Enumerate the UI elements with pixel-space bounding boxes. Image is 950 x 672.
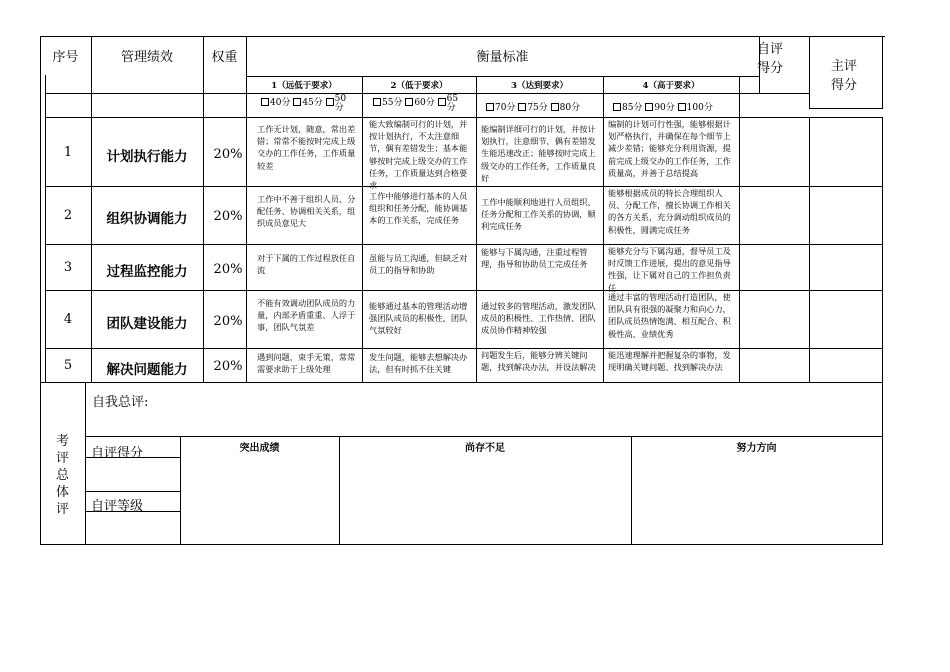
row-no: 2 bbox=[63, 208, 73, 223]
level-4-name: 4（高于要求） bbox=[642, 81, 700, 91]
option-label: 55分 bbox=[382, 98, 403, 108]
level-3-name: 3（达到要求） bbox=[511, 81, 568, 91]
row-weight: 20% bbox=[213, 262, 243, 277]
option-label: 45分 bbox=[302, 98, 323, 108]
level-4-options bbox=[613, 100, 713, 113]
option-label: 100分 bbox=[686, 103, 713, 113]
row-name: 解决问题能力 bbox=[106, 362, 188, 378]
row-l2: 发生问题，能够去想解决办法，但有时抓不住关键 bbox=[369, 352, 468, 375]
row-l1: 工作无计划，随意，常出差错；常常不能按时完成上级交办的工作任务，工作质量较差 bbox=[257, 124, 356, 171]
level-1-name: 1（远低于要求） bbox=[271, 81, 337, 91]
shortcomings-field[interactable] bbox=[340, 456, 630, 543]
header-lead-score: 主评得分 bbox=[830, 59, 857, 93]
row-name: 团队建设能力 bbox=[106, 316, 188, 332]
self-grade-label: 自评等级 bbox=[91, 499, 144, 514]
level-3-options bbox=[486, 100, 580, 113]
side-char: 评 bbox=[55, 451, 69, 466]
level-1-options bbox=[261, 95, 345, 113]
level-2-options bbox=[373, 95, 457, 113]
option-label: 80分 bbox=[559, 103, 581, 113]
self-summary-label: 自我总评: bbox=[92, 395, 149, 410]
checkbox-icon[interactable] bbox=[551, 103, 559, 111]
header-seq: 序号 bbox=[52, 50, 79, 65]
row-name: 组织协调能力 bbox=[106, 211, 188, 227]
row-no: 4 bbox=[63, 312, 73, 327]
row-l4: 编制的计划可行性强，能够根据计划严格执行，并确保在每个细节上减少差错；能够充分利用资源，提前完成上级交办的工作任务，工作质量高，并善于总结提高 bbox=[608, 119, 731, 178]
side-char: 考 bbox=[55, 434, 69, 449]
row-l1: 不能有效调动团队成员的力量，内部矛盾重重、人浮于事，团队气氛差 bbox=[257, 298, 356, 333]
checkbox-icon[interactable] bbox=[486, 103, 494, 111]
option-label: 75分 bbox=[527, 103, 548, 113]
row-l4: 能迅速理解并把握复杂的事物，发现明确关键问题、找到解决办法 bbox=[608, 350, 731, 373]
checkbox-icon[interactable] bbox=[518, 103, 526, 111]
option-label: 60分 bbox=[414, 98, 435, 108]
row-l3: 通过较多的管理活动，激发团队成员的积极性、工作热情、团队成员协作精神较强 bbox=[481, 301, 596, 336]
header-weight: 权重 bbox=[211, 50, 238, 65]
side-char: 总 bbox=[55, 468, 69, 483]
header-self-score: 自评得分 bbox=[756, 42, 783, 76]
checkbox-icon[interactable] bbox=[678, 103, 686, 111]
option-label: 70分 bbox=[495, 103, 516, 113]
row-l4: 能够充分与下属沟通，督导员工及时反馈工作进展，提出的意见指导性强，让下属对自己的工作担负责任 bbox=[608, 246, 731, 293]
row-no: 1 bbox=[63, 145, 73, 160]
row-l3: 工作中能顺利地进行人员组织、任务分配和工作关系的协调，顺利完成任务 bbox=[481, 197, 596, 232]
row-l3: 能编制详细可行的计划，并按计划执行，注意细节，偶有差错发生能迅速改正；能够按时完成上级交办的工作任务，工作质量良好 bbox=[481, 124, 596, 183]
row-l1: 工作中不善于组织人员、分配任务、协调相关关系，组织成员意见大 bbox=[257, 194, 356, 229]
checkbox-icon[interactable] bbox=[645, 103, 653, 111]
self-summary-field[interactable] bbox=[86, 410, 881, 435]
achievements-field[interactable] bbox=[181, 456, 338, 543]
checkbox-icon[interactable] bbox=[373, 98, 381, 106]
row-no: 5 bbox=[63, 358, 73, 373]
checkbox-icon[interactable] bbox=[438, 98, 446, 106]
row-name: 计划执行能力 bbox=[106, 149, 188, 165]
row-weight: 20% bbox=[213, 314, 243, 329]
option-label: 40分 bbox=[270, 98, 291, 108]
row-weight: 20% bbox=[213, 359, 243, 374]
checkbox-icon[interactable] bbox=[293, 98, 301, 106]
checkbox-icon[interactable] bbox=[261, 98, 269, 106]
checkbox-icon[interactable] bbox=[326, 98, 334, 106]
row-weight: 20% bbox=[213, 209, 243, 224]
row-name: 过程监控能力 bbox=[106, 264, 188, 280]
shortcomings-header: 尚存不足 bbox=[465, 443, 505, 454]
row-l2: 虽能与员工沟通，但缺乏对员工的指导和协助 bbox=[369, 253, 468, 276]
option-label: 65分 bbox=[446, 94, 459, 113]
row-l2: 能够通过基本的管理活动增强团队成员的积极性，团队气氛较好 bbox=[369, 301, 468, 336]
checkbox-icon[interactable] bbox=[613, 103, 621, 111]
self-score-field[interactable] bbox=[86, 458, 179, 490]
option-label: 50分 bbox=[334, 94, 347, 113]
row-l3: 能够与下属沟通，注重过程管理，指导和协助员工完成任务 bbox=[481, 247, 588, 270]
checkbox-icon[interactable] bbox=[405, 98, 413, 106]
direction-header: 努力方向 bbox=[736, 443, 777, 454]
row-weight: 20% bbox=[213, 147, 243, 162]
row-l1: 遇到问题，束手无策，常常需要求助于上级处理 bbox=[257, 352, 356, 375]
row-l2: 能大致编制可行的计划，并按计划执行，不太注意细节，偶有差错发生；基本能够按时完成上级交办的工作任务，工作质量达到合格要求 bbox=[369, 119, 468, 191]
row-no: 3 bbox=[63, 260, 73, 275]
option-label: 85分 bbox=[622, 103, 643, 113]
direction-field[interactable] bbox=[632, 456, 881, 543]
side-char: 评 bbox=[55, 502, 69, 517]
row-l2: 工作中能够进行基本的人员组织和任务分配，能协调基本的工作关系，完成任务 bbox=[369, 191, 468, 226]
self-score-label: 自评得分 bbox=[91, 446, 144, 461]
option-label: 90分 bbox=[654, 103, 675, 113]
row-l1: 对于下属的工作过程放任自流 bbox=[257, 253, 356, 276]
summary-side-label bbox=[40, 433, 85, 518]
row-l4: 通过丰富的管理活动打造团队，使团队具有很强的凝聚力和向心力，团队成员热情饱满、相互配合、积极性高、业绩优秀 bbox=[608, 292, 731, 339]
achievements-header: 突出成绩 bbox=[239, 443, 280, 454]
row-l3: 问题发生后，能够分辨关键问题，找到解决办法，并设法解决 bbox=[481, 350, 596, 373]
self-grade-field[interactable] bbox=[86, 512, 179, 543]
header-standard: 衡量标准 bbox=[476, 50, 529, 65]
level-2-name: 2（低于要求） bbox=[390, 81, 448, 91]
row-l4: 能够根据成员的特长合理组织人员、分配工作，擅长协调工作相关的各方关系，充分调动组织成员的积极性，圆满完成任务 bbox=[608, 188, 731, 235]
side-char: 体 bbox=[55, 485, 69, 500]
header-item: 管理绩效 bbox=[120, 50, 173, 65]
